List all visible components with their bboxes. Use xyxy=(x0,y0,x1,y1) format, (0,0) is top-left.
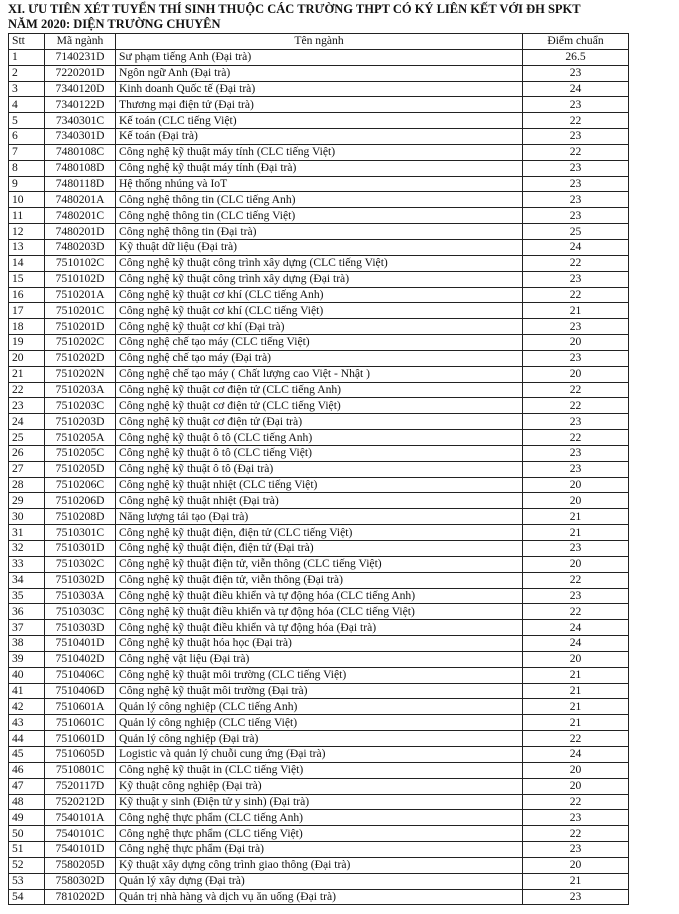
table-row xyxy=(9,335,629,351)
table-row xyxy=(9,889,629,905)
row-stt: 12 xyxy=(9,224,45,240)
row-stt: 52 xyxy=(9,857,45,873)
table-row xyxy=(9,382,629,398)
row-major-name: Công nghệ kỹ thuật môi trường (CLC tiếng Việt) xyxy=(116,667,523,683)
row-score: 23 xyxy=(523,350,629,366)
row-stt: 49 xyxy=(9,810,45,826)
row-score: 24 xyxy=(523,620,629,636)
row-major-name: Kỹ thuật công nghiệp (Đại trà) xyxy=(116,778,523,794)
table-row xyxy=(9,430,629,446)
table-row xyxy=(9,556,629,572)
row-stt: 26 xyxy=(9,445,45,461)
row-score: 22 xyxy=(523,430,629,446)
row-major-name: Hệ thống nhúng và IoT xyxy=(116,176,523,192)
row-score: 21 xyxy=(523,873,629,889)
row-major-code: 7510402D xyxy=(45,651,116,667)
row-major-name: Quản lý công nghiệp (Đại trà) xyxy=(116,731,523,747)
row-major-code: 7580205D xyxy=(45,857,116,873)
row-score: 21 xyxy=(523,525,629,541)
table-row xyxy=(9,826,629,842)
row-major-name: Công nghệ thông tin (Đại trà) xyxy=(116,224,523,240)
row-stt: 4 xyxy=(9,97,45,113)
row-score: 24 xyxy=(523,636,629,652)
row-stt: 42 xyxy=(9,699,45,715)
row-major-code: 7340122D xyxy=(45,97,116,113)
row-major-name: Công nghệ kỹ thuật môi trường (Đại trà) xyxy=(116,683,523,699)
row-stt: 45 xyxy=(9,746,45,762)
row-major-code: 7810202D xyxy=(45,889,116,905)
row-score: 23 xyxy=(523,176,629,192)
table-row xyxy=(9,350,629,366)
row-score: 23 xyxy=(523,208,629,224)
row-score: 25 xyxy=(523,224,629,240)
table-row xyxy=(9,746,629,762)
row-major-name: Công nghệ chế tạo máy (CLC tiếng Việt) xyxy=(116,335,523,351)
row-major-code: 7510605D xyxy=(45,746,116,762)
row-major-name: Quản lý công nghiệp (CLC tiếng Anh) xyxy=(116,699,523,715)
row-major-name: Công nghệ kỹ thuật hóa học (Đại trà) xyxy=(116,636,523,652)
row-major-name: Công nghệ kỹ thuật điện, điện tử (Đại trà) xyxy=(116,541,523,557)
row-major-code: 7510205C xyxy=(45,445,116,461)
row-score: 23 xyxy=(523,461,629,477)
row-stt: 15 xyxy=(9,271,45,287)
row-major-name: Công nghệ kỹ thuật nhiệt (Đại trà) xyxy=(116,493,523,509)
table-row xyxy=(9,778,629,794)
row-major-name: Công nghệ kỹ thuật in (CLC tiếng Việt) xyxy=(116,762,523,778)
row-score: 21 xyxy=(523,667,629,683)
row-major-name: Công nghệ kỹ thuật công trình xây dựng (CLC tiếng Việt) xyxy=(116,255,523,271)
row-major-code: 7510601A xyxy=(45,699,116,715)
row-major-name: Logistic và quản lý chuỗi cung ứng (Đại trà) xyxy=(116,746,523,762)
row-major-name: Công nghệ thực phẩm (CLC tiếng Anh) xyxy=(116,810,523,826)
row-stt: 48 xyxy=(9,794,45,810)
table-row xyxy=(9,651,629,667)
table-row xyxy=(9,810,629,826)
row-stt: 3 xyxy=(9,81,45,97)
row-major-code: 7220201D xyxy=(45,65,116,81)
row-major-name: Công nghệ kỹ thuật cơ điện tử (CLC tiếng Anh) xyxy=(116,382,523,398)
row-major-code: 7540101D xyxy=(45,842,116,858)
row-stt: 39 xyxy=(9,651,45,667)
table-row xyxy=(9,49,629,65)
row-score: 26.5 xyxy=(523,49,629,65)
table-header xyxy=(9,34,629,50)
table-row xyxy=(9,873,629,889)
table-row xyxy=(9,65,629,81)
row-stt: 43 xyxy=(9,715,45,731)
row-score: 22 xyxy=(523,113,629,129)
row-stt: 11 xyxy=(9,208,45,224)
row-stt: 5 xyxy=(9,113,45,129)
header-score: Điểm chuẩn xyxy=(523,34,629,50)
table-row xyxy=(9,461,629,477)
row-score: 23 xyxy=(523,588,629,604)
row-score: 20 xyxy=(523,651,629,667)
row-stt: 44 xyxy=(9,731,45,747)
row-major-code: 7510203D xyxy=(45,414,116,430)
row-stt: 23 xyxy=(9,398,45,414)
table-row xyxy=(9,857,629,873)
row-stt: 38 xyxy=(9,636,45,652)
row-stt: 18 xyxy=(9,319,45,335)
row-major-name: Kỹ thuật y sinh (Điện tử y sinh) (Đại trà) xyxy=(116,794,523,810)
table-row xyxy=(9,224,629,240)
row-major-name: Công nghệ thực phẩm (CLC tiếng Việt) xyxy=(116,826,523,842)
row-stt: 33 xyxy=(9,556,45,572)
row-major-name: Kỹ thuật dữ liệu (Đại trà) xyxy=(116,239,523,255)
table-row xyxy=(9,731,629,747)
row-major-name: Quản trị nhà hàng và dịch vụ ăn uống (Đại trà) xyxy=(116,889,523,905)
row-major-code: 7340301D xyxy=(45,129,116,145)
row-stt: 35 xyxy=(9,588,45,604)
table-row xyxy=(9,604,629,620)
row-major-code: 7510301D xyxy=(45,541,116,557)
row-major-code: 7510601D xyxy=(45,731,116,747)
row-score: 23 xyxy=(523,129,629,145)
row-major-code: 7510406C xyxy=(45,667,116,683)
row-stt: 13 xyxy=(9,239,45,255)
row-major-name: Quản lý xây dựng (Đại trà) xyxy=(116,873,523,889)
row-score: 22 xyxy=(523,604,629,620)
row-major-code: 7510203A xyxy=(45,382,116,398)
row-major-code: 7510301C xyxy=(45,525,116,541)
row-major-name: Công nghệ kỹ thuật điện, điện tử (CLC tiếng Việt) xyxy=(116,525,523,541)
row-major-name: Công nghệ thực phẩm (Đại trà) xyxy=(116,842,523,858)
row-stt: 41 xyxy=(9,683,45,699)
row-major-code: 7480203D xyxy=(45,239,116,255)
row-major-code: 7510205D xyxy=(45,461,116,477)
table-row xyxy=(9,129,629,145)
row-major-name: Công nghệ kỹ thuật cơ khí (CLC tiếng Anh) xyxy=(116,287,523,303)
row-score: 23 xyxy=(523,842,629,858)
table-header-row xyxy=(9,34,629,50)
row-score: 23 xyxy=(523,810,629,826)
table-row xyxy=(9,319,629,335)
row-major-code: 7510206D xyxy=(45,493,116,509)
header-major-name: Tên ngành xyxy=(116,34,523,50)
row-stt: 29 xyxy=(9,493,45,509)
table-row xyxy=(9,588,629,604)
page-title: XI. ƯU TIÊN XÉT TUYỂN THÍ SINH THUỘC CÁC TRƯỜNG THPT CÓ KÝ LIÊN KẾT VỚI ĐH SPKT xyxy=(8,2,581,16)
row-major-code: 7510208D xyxy=(45,509,116,525)
row-score: 20 xyxy=(523,778,629,794)
row-score: 20 xyxy=(523,493,629,509)
table-row xyxy=(9,794,629,810)
row-score: 22 xyxy=(523,794,629,810)
row-major-code: 7480201D xyxy=(45,224,116,240)
row-stt: 30 xyxy=(9,509,45,525)
row-stt: 37 xyxy=(9,620,45,636)
table-row xyxy=(9,572,629,588)
row-major-name: Công nghệ kỹ thuật cơ khí (CLC tiếng Việt) xyxy=(116,303,523,319)
row-stt: 40 xyxy=(9,667,45,683)
row-major-name: Kế toán (CLC tiếng Việt) xyxy=(116,113,523,129)
row-major-name: Kế toán (Đại trà) xyxy=(116,129,523,145)
row-score: 24 xyxy=(523,746,629,762)
row-major-name: Công nghệ vật liệu (Đại trà) xyxy=(116,651,523,667)
row-major-name: Công nghệ kỹ thuật điện tử, viễn thông (CLC tiếng Việt) xyxy=(116,556,523,572)
row-stt: 7 xyxy=(9,144,45,160)
row-major-name: Công nghệ kỹ thuật cơ điện tử (Đại trà) xyxy=(116,414,523,430)
row-major-code: 7340301C xyxy=(45,113,116,129)
row-major-name: Công nghệ kỹ thuật điện tử, viễn thông (Đại trà) xyxy=(116,572,523,588)
row-major-name: Công nghệ kỹ thuật cơ điện tử (CLC tiếng Việt) xyxy=(116,398,523,414)
row-major-name: Kinh doanh Quốc tế (Đại trà) xyxy=(116,81,523,97)
row-stt: 20 xyxy=(9,350,45,366)
row-stt: 24 xyxy=(9,414,45,430)
table-row xyxy=(9,144,629,160)
row-major-code: 7580302D xyxy=(45,873,116,889)
row-score: 21 xyxy=(523,715,629,731)
row-score: 22 xyxy=(523,826,629,842)
table-row xyxy=(9,762,629,778)
row-major-name: Công nghệ thông tin (CLC tiếng Việt) xyxy=(116,208,523,224)
row-major-code: 7510303D xyxy=(45,620,116,636)
row-stt: 16 xyxy=(9,287,45,303)
table-row xyxy=(9,414,629,430)
row-score: 23 xyxy=(523,414,629,430)
row-score: 20 xyxy=(523,762,629,778)
row-score: 23 xyxy=(523,97,629,113)
row-score: 22 xyxy=(523,572,629,588)
table-row xyxy=(9,113,629,129)
row-major-code: 7510302C xyxy=(45,556,116,572)
row-major-code: 7480201C xyxy=(45,208,116,224)
row-major-name: Công nghệ kỹ thuật máy tính (CLC tiếng Việt) xyxy=(116,144,523,160)
row-major-code: 7480118D xyxy=(45,176,116,192)
row-score: 21 xyxy=(523,509,629,525)
table-row xyxy=(9,699,629,715)
row-score: 20 xyxy=(523,857,629,873)
row-major-name: Công nghệ chế tạo máy (Đại trà) xyxy=(116,350,523,366)
row-stt: 17 xyxy=(9,303,45,319)
row-score: 20 xyxy=(523,556,629,572)
table-row xyxy=(9,541,629,557)
row-score: 20 xyxy=(523,477,629,493)
row-major-code: 7340120D xyxy=(45,81,116,97)
table-row xyxy=(9,509,629,525)
row-major-name: Thương mại điện tử (Đại trà) xyxy=(116,97,523,113)
table-row xyxy=(9,81,629,97)
row-major-name: Ngôn ngữ Anh (Đại trà) xyxy=(116,65,523,81)
table-row xyxy=(9,287,629,303)
row-major-name: Quản lý công nghiệp (CLC tiếng Việt) xyxy=(116,715,523,731)
row-major-code: 7480108C xyxy=(45,144,116,160)
row-score: 20 xyxy=(523,335,629,351)
row-major-name: Công nghệ kỹ thuật điều khiển và tự động hóa (CLC tiếng Việt) xyxy=(116,604,523,620)
row-major-code: 7480108D xyxy=(45,160,116,176)
row-score: 22 xyxy=(523,398,629,414)
row-major-name: Công nghệ kỹ thuật điều khiển và tự động hóa (CLC tiếng Anh) xyxy=(116,588,523,604)
table-row xyxy=(9,303,629,319)
row-stt: 51 xyxy=(9,842,45,858)
row-score: 21 xyxy=(523,699,629,715)
row-major-code: 7140231D xyxy=(45,49,116,65)
row-major-code: 7510202N xyxy=(45,366,116,382)
table-row xyxy=(9,366,629,382)
row-major-code: 7510201D xyxy=(45,319,116,335)
table-row xyxy=(9,398,629,414)
table-row xyxy=(9,271,629,287)
row-stt: 34 xyxy=(9,572,45,588)
table-row xyxy=(9,493,629,509)
row-score: 24 xyxy=(523,239,629,255)
row-major-code: 7520117D xyxy=(45,778,116,794)
row-stt: 31 xyxy=(9,525,45,541)
row-major-code: 7510406D xyxy=(45,683,116,699)
row-stt: 8 xyxy=(9,160,45,176)
row-stt: 27 xyxy=(9,461,45,477)
table-row xyxy=(9,239,629,255)
page-subtitle: NĂM 2020: DIỆN TRƯỜNG CHUYÊN xyxy=(8,17,221,31)
row-major-code: 7510206C xyxy=(45,477,116,493)
table-row xyxy=(9,255,629,271)
row-major-name: Công nghệ kỹ thuật nhiệt (CLC tiếng Việt) xyxy=(116,477,523,493)
row-major-code: 7540101A xyxy=(45,810,116,826)
row-major-code: 7510202C xyxy=(45,335,116,351)
row-score: 23 xyxy=(523,192,629,208)
row-stt: 47 xyxy=(9,778,45,794)
row-major-name: Công nghệ kỹ thuật ô tô (CLC tiếng Anh) xyxy=(116,430,523,446)
table-row xyxy=(9,683,629,699)
row-major-code: 7510601C xyxy=(45,715,116,731)
row-score: 24 xyxy=(523,81,629,97)
table-row xyxy=(9,445,629,461)
table-row xyxy=(9,192,629,208)
table-row xyxy=(9,176,629,192)
table-row xyxy=(9,97,629,113)
row-score: 23 xyxy=(523,889,629,905)
row-major-code: 7510201C xyxy=(45,303,116,319)
row-major-code: 7520212D xyxy=(45,794,116,810)
row-major-name: Công nghệ kỹ thuật điều khiển và tự động hóa (Đại trà) xyxy=(116,620,523,636)
row-score: 22 xyxy=(523,731,629,747)
row-stt: 21 xyxy=(9,366,45,382)
row-score: 23 xyxy=(523,65,629,81)
table-row xyxy=(9,636,629,652)
row-score: 23 xyxy=(523,445,629,461)
row-stt: 32 xyxy=(9,541,45,557)
row-major-code: 7480201A xyxy=(45,192,116,208)
row-stt: 14 xyxy=(9,255,45,271)
row-major-name: Công nghệ thông tin (CLC tiếng Anh) xyxy=(116,192,523,208)
row-major-name: Kỹ thuật xây dựng công trình giao thông (Đại trà) xyxy=(116,857,523,873)
row-major-name: Công nghệ kỹ thuật máy tính (Đại trà) xyxy=(116,160,523,176)
table-row xyxy=(9,477,629,493)
header-major-code: Mã ngành xyxy=(45,34,116,50)
table-body xyxy=(9,49,629,905)
table-row xyxy=(9,160,629,176)
row-stt: 46 xyxy=(9,762,45,778)
row-major-code: 7510102C xyxy=(45,255,116,271)
row-score: 23 xyxy=(523,271,629,287)
row-major-name: Công nghệ kỹ thuật ô tô (CLC tiếng Việt) xyxy=(116,445,523,461)
row-major-code: 7510801C xyxy=(45,762,116,778)
header-stt: Stt xyxy=(9,34,45,50)
row-stt: 22 xyxy=(9,382,45,398)
row-stt: 19 xyxy=(9,335,45,351)
row-stt: 10 xyxy=(9,192,45,208)
table-row xyxy=(9,525,629,541)
row-major-code: 7510303C xyxy=(45,604,116,620)
row-score: 22 xyxy=(523,255,629,271)
row-major-code: 7510401D xyxy=(45,636,116,652)
row-score: 20 xyxy=(523,366,629,382)
row-stt: 54 xyxy=(9,889,45,905)
table-row xyxy=(9,208,629,224)
row-major-code: 7510203C xyxy=(45,398,116,414)
row-major-name: Công nghệ kỹ thuật cơ khí (Đại trà) xyxy=(116,319,523,335)
table-row xyxy=(9,620,629,636)
row-major-code: 7540101C xyxy=(45,826,116,842)
row-score: 23 xyxy=(523,160,629,176)
row-stt: 2 xyxy=(9,65,45,81)
row-major-name: Công nghệ kỹ thuật ô tô (Đại trà) xyxy=(116,461,523,477)
row-score: 22 xyxy=(523,287,629,303)
row-score: 22 xyxy=(523,382,629,398)
row-stt: 28 xyxy=(9,477,45,493)
row-stt: 50 xyxy=(9,826,45,842)
row-major-code: 7510202D xyxy=(45,350,116,366)
row-stt: 9 xyxy=(9,176,45,192)
row-stt: 53 xyxy=(9,873,45,889)
table-row xyxy=(9,842,629,858)
row-stt: 1 xyxy=(9,49,45,65)
row-major-name: Công nghệ kỹ thuật công trình xây dựng (Đại trà) xyxy=(116,271,523,287)
row-stt: 6 xyxy=(9,129,45,145)
row-major-code: 7510102D xyxy=(45,271,116,287)
row-major-code: 7510205A xyxy=(45,430,116,446)
row-stt: 36 xyxy=(9,604,45,620)
row-score: 21 xyxy=(523,683,629,699)
row-major-name: Công nghệ chế tạo máy ( Chất lượng cao Việt - Nhật ) xyxy=(116,366,523,382)
row-major-code: 7510302D xyxy=(45,572,116,588)
admission-table xyxy=(8,33,629,905)
row-score: 22 xyxy=(523,144,629,160)
row-score: 23 xyxy=(523,319,629,335)
row-major-code: 7510303A xyxy=(45,588,116,604)
row-major-name: Sư phạm tiếng Anh (Đại trà) xyxy=(116,49,523,65)
table-row xyxy=(9,667,629,683)
row-major-name: Năng lượng tái tạo (Đại trà) xyxy=(116,509,523,525)
row-stt: 25 xyxy=(9,430,45,446)
table-row xyxy=(9,715,629,731)
row-score: 21 xyxy=(523,303,629,319)
row-major-code: 7510201A xyxy=(45,287,116,303)
row-score: 23 xyxy=(523,541,629,557)
